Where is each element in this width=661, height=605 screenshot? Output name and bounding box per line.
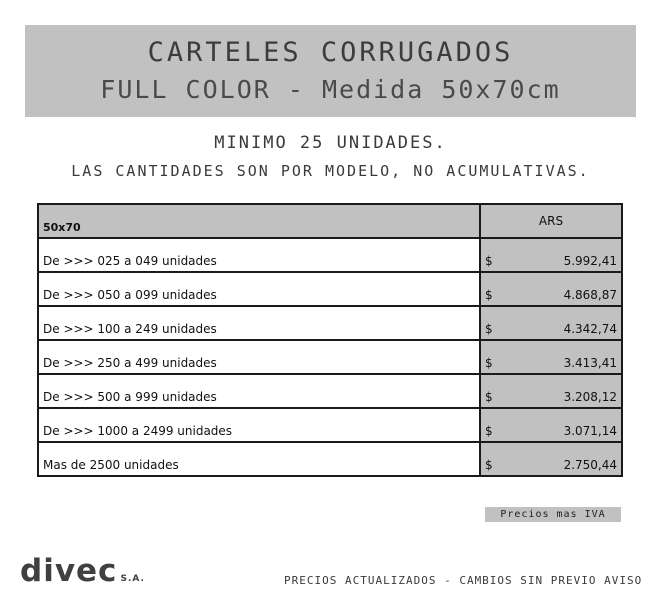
quantity-range: De >>> 050 a 099 unidades: [38, 272, 480, 306]
currency-symbol: $: [485, 288, 493, 302]
quantity-range: De >>> 025 a 049 unidades: [38, 238, 480, 272]
currency-symbol: $: [485, 458, 493, 472]
footer-disclaimer: PRECIOS ACTUALIZADOS - CAMBIOS SIN PREVIO AVISO: [284, 574, 643, 587]
size-header: 50x70: [38, 204, 480, 238]
price-value: 3.413,41: [563, 356, 617, 370]
table-header-row: [38, 204, 622, 238]
table-row: [38, 340, 622, 374]
price-cell: [480, 272, 622, 306]
table-row: [38, 238, 622, 272]
page-title: CARTELES CORRUGADOS: [147, 37, 514, 68]
brand-name: divec: [20, 553, 118, 589]
price-cell: [480, 442, 622, 476]
quantity-range: De >>> 250 a 499 unidades: [38, 340, 480, 374]
currency-symbol: $: [485, 254, 493, 268]
quantity-range: Mas de 2500 unidades: [38, 442, 480, 476]
price-value: 2.750,44: [563, 458, 617, 472]
currency-symbol: $: [485, 390, 493, 404]
table-row: [38, 408, 622, 442]
table-row: [38, 306, 622, 340]
price-value: 3.071,14: [563, 424, 617, 438]
currency-header: ARS: [480, 204, 622, 238]
quantity-range: De >>> 1000 a 2499 unidades: [38, 408, 480, 442]
price-value: 3.208,12: [563, 390, 617, 404]
currency-symbol: $: [485, 356, 493, 370]
brand-suffix: S.A.: [120, 574, 145, 584]
price-cell: [480, 238, 622, 272]
quantities-note: LAS CANTIDADES SON POR MODELO, NO ACUMULATIVAS.: [71, 162, 590, 180]
title-banner: [25, 25, 636, 117]
quantity-range: De >>> 100 a 249 unidades: [38, 306, 480, 340]
quantity-range: De >>> 500 a 999 unidades: [38, 374, 480, 408]
price-table: [37, 203, 623, 477]
price-cell: [480, 408, 622, 442]
price-value: 4.868,87: [563, 288, 617, 302]
price-cell: [480, 306, 622, 340]
price-cell: [480, 340, 622, 374]
price-cell: [480, 374, 622, 408]
minimum-note: MINIMO 25 UNIDADES.: [214, 133, 447, 153]
brand-logo: [20, 553, 145, 589]
price-value: 5.992,41: [563, 254, 617, 268]
price-rows: [38, 238, 622, 476]
table-row: [38, 272, 622, 306]
currency-symbol: $: [485, 424, 493, 438]
currency-symbol: $: [485, 322, 493, 336]
iva-note: Precios mas IVA: [485, 507, 621, 522]
price-value: 4.342,74: [563, 322, 617, 336]
table-row: [38, 442, 622, 476]
page-subtitle: FULL COLOR - Medida 50x70cm: [100, 75, 561, 104]
table-row: [38, 374, 622, 408]
